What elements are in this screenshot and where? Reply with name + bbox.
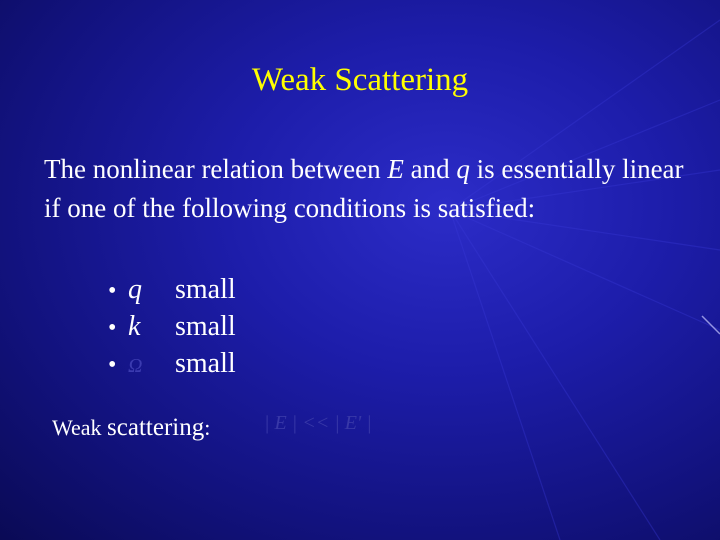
paragraph-text-2: and	[403, 154, 457, 184]
bullet-icon: •	[108, 315, 117, 341]
list-item	[108, 308, 236, 345]
list-item	[108, 271, 236, 308]
condition-symbol: q	[128, 274, 142, 305]
variable-e: E	[387, 154, 404, 184]
condition-symbol: k	[128, 311, 141, 342]
weak-label-suffix: :	[204, 415, 211, 440]
bullet-icon: •	[108, 352, 117, 378]
condition-list	[108, 271, 236, 382]
condition-text: small	[175, 274, 236, 305]
condition-text: small	[175, 311, 236, 342]
weak-label-prefix: Weak	[52, 415, 108, 440]
weak-scattering-label	[52, 414, 210, 442]
list-item	[108, 345, 236, 382]
weak-label-word: scattering	[107, 414, 205, 441]
condition-symbol: Ω	[128, 355, 143, 377]
bullet-icon: •	[108, 278, 117, 304]
slide-title: Weak Scattering	[251, 62, 469, 98]
variable-q: q	[456, 154, 470, 184]
paragraph-text-3: is essentially linear if one of the following conditions is satisfied:	[44, 154, 684, 223]
condition-text: small	[175, 348, 236, 379]
intro-paragraph	[44, 150, 684, 228]
paragraph-text-1: The nonlinear relation between	[44, 154, 388, 184]
weak-scattering-formula: | E | << | E' |	[264, 412, 372, 434]
